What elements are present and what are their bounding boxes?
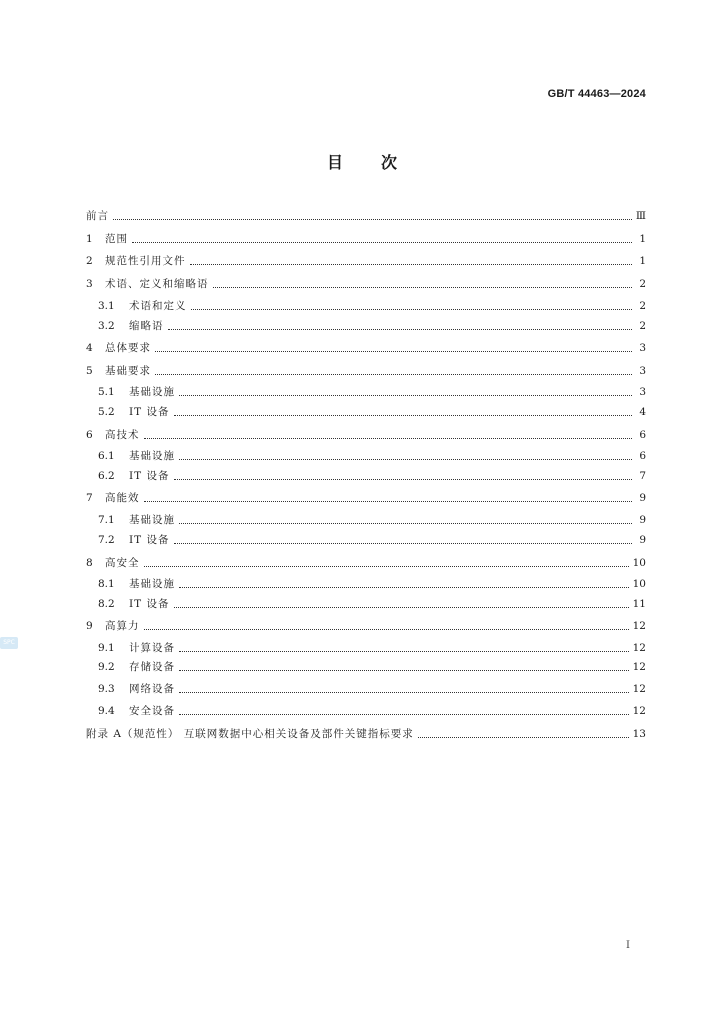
toc-dot-leader: [155, 373, 632, 375]
toc-entry[interactable]: [86, 615, 646, 633]
toc-entry-page: 9: [639, 492, 646, 504]
toc-entry-title: 基础设施: [129, 578, 175, 590]
toc-entry-title: IT 设备: [129, 534, 170, 546]
watermark-logo: SPC: [0, 637, 18, 649]
toc-entry[interactable]: [98, 678, 646, 696]
page-number: I: [626, 940, 630, 951]
toc-entry[interactable]: [86, 250, 646, 268]
toc-dot-leader: [174, 414, 633, 416]
toc-dot-leader: [179, 586, 629, 588]
toc-entry-page: 2: [639, 278, 646, 290]
toc-dot-leader: [144, 628, 629, 630]
toc-entry-page: 7: [639, 470, 646, 482]
toc-entry-page: 12: [632, 705, 646, 717]
toc-entry-number: 3.1: [98, 300, 115, 312]
toc-dot-leader: [155, 350, 632, 352]
toc-dot-leader: [144, 500, 633, 502]
toc-entry-page: 6: [639, 429, 646, 441]
toc-entry[interactable]: [98, 381, 646, 399]
toc-entry-page: 10: [632, 578, 646, 590]
toc-entry-title: IT 设备: [129, 406, 170, 418]
toc-entry-page: 10: [632, 557, 646, 569]
toc-entry-title: 计算设备: [129, 642, 175, 654]
toc-entry[interactable]: [98, 656, 646, 674]
toc-dot-leader: [179, 691, 629, 693]
toc-entry-number: 8: [86, 557, 93, 569]
toc-entry[interactable]: [98, 637, 646, 655]
toc-entry-title: 规范性引用文件: [105, 255, 186, 267]
toc-dot-leader: [168, 328, 633, 330]
toc-dot-leader: [113, 218, 632, 220]
toc-entry-number: 3: [86, 278, 93, 290]
toc-dot-leader: [144, 565, 629, 567]
toc-entry-number: 5.1: [98, 386, 115, 398]
page-title: 目次: [326, 153, 435, 172]
toc-entry-title: IT 设备: [129, 598, 170, 610]
toc-dot-leader: [132, 241, 632, 243]
toc-entry-number: 3.2: [98, 320, 115, 332]
toc-entry-title: 存储设备: [129, 661, 175, 673]
toc-entry[interactable]: [98, 593, 646, 611]
toc-entry-title: 网络设备: [129, 683, 175, 695]
toc-entry-number: 7.1: [98, 514, 115, 526]
toc-dot-leader: [174, 542, 633, 544]
toc-dot-leader: [190, 263, 633, 265]
toc-entry-number: 9.2: [98, 661, 115, 673]
toc-entry-title: 高能效: [105, 492, 140, 504]
toc-entry-page: 1: [639, 233, 646, 245]
toc-entry-number: 5: [86, 365, 93, 377]
toc-entry-number: 7: [86, 492, 93, 504]
toc-dot-leader: [179, 458, 632, 460]
toc-entry[interactable]: [86, 424, 646, 442]
toc-entry[interactable]: [86, 337, 646, 355]
toc-entry-page: Ⅲ: [635, 210, 646, 222]
toc-entry-page: 9: [639, 534, 646, 546]
toc-entry-title: 术语、定义和缩略语: [105, 278, 209, 290]
toc-entry-number: 9: [86, 620, 93, 632]
toc-entry-page: 9: [639, 514, 646, 526]
toc-entry-page: 2: [639, 320, 646, 332]
toc-entry-number: 2: [86, 255, 93, 267]
toc-entry-page: 12: [632, 683, 646, 695]
toc-entry[interactable]: [98, 445, 646, 463]
toc-entry-title: 高技术: [105, 429, 140, 441]
toc-entry-page: 11: [632, 598, 646, 610]
toc-entry-title: 前言: [86, 210, 109, 222]
toc-entry[interactable]: [98, 315, 646, 333]
toc-dot-leader: [213, 286, 633, 288]
toc-entry-page: 3: [639, 386, 646, 398]
toc-entry-title: 高安全: [105, 557, 140, 569]
toc-entry[interactable]: [86, 228, 646, 246]
toc-entry[interactable]: [98, 465, 646, 483]
toc-entry-number: 9.1: [98, 642, 115, 654]
toc-entry-number: 6.1: [98, 450, 115, 462]
toc-entry-page: 12: [632, 620, 646, 632]
toc-entry-number: 1: [86, 233, 93, 245]
toc-dot-leader: [144, 437, 633, 439]
toc-entry[interactable]: [98, 295, 646, 313]
toc-entry-number: 5.2: [98, 406, 115, 418]
toc-entry-title: IT 设备: [129, 470, 170, 482]
toc-entry-number: 8.1: [98, 578, 115, 590]
toc-entry[interactable]: [98, 700, 646, 718]
toc-entry[interactable]: [98, 573, 646, 591]
toc-entry-title: 高算力: [105, 620, 140, 632]
toc-entry-title: 基础要求: [105, 365, 151, 377]
toc-entry-page: 2: [639, 300, 646, 312]
toc-dot-leader: [418, 736, 629, 738]
toc-entry[interactable]: [86, 487, 646, 505]
toc-entry-page: 3: [639, 365, 646, 377]
toc-entry-page: 3: [639, 342, 646, 354]
toc-entry[interactable]: [98, 509, 646, 527]
toc-entry-title: 附录 A（规范性） 互联网数据中心相关设备及部件关键指标要求: [86, 728, 414, 740]
toc-entry-title: 术语和定义: [129, 300, 187, 312]
toc-entry-number: 7.2: [98, 534, 115, 546]
toc-dot-leader: [179, 669, 629, 671]
toc-entry-title: 基础设施: [129, 386, 175, 398]
toc-entry-page: 4: [639, 406, 646, 418]
toc-dot-leader: [174, 478, 633, 480]
toc-entry-page: 6: [639, 450, 646, 462]
toc-dot-leader: [179, 713, 629, 715]
toc-entry-number: 6.2: [98, 470, 115, 482]
toc-dot-leader: [174, 606, 629, 608]
toc-entry[interactable]: [86, 273, 646, 291]
toc-entry-title: 缩略语: [129, 320, 164, 332]
toc-entry-number: 9.4: [98, 705, 115, 717]
toc-entry[interactable]: [86, 552, 646, 570]
toc-dot-leader: [179, 650, 629, 652]
toc-entry-title: 基础设施: [129, 514, 175, 526]
toc-entry[interactable]: [86, 205, 646, 223]
toc-entry-page: 12: [632, 642, 646, 654]
toc-dot-leader: [179, 522, 632, 524]
toc-entry-page: 1: [639, 255, 646, 267]
toc-entry[interactable]: [86, 360, 646, 378]
toc-entry-page: 12: [632, 661, 646, 673]
toc-entry-title: 范围: [105, 233, 128, 245]
toc-entry-title: 总体要求: [105, 342, 151, 354]
toc-entry-number: 6: [86, 429, 93, 441]
toc-entry-title: 安全设备: [129, 705, 175, 717]
toc-entry-number: 9.3: [98, 683, 115, 695]
toc-entry-title: 基础设施: [129, 450, 175, 462]
toc-entry-number: 8.2: [98, 598, 115, 610]
toc-entry[interactable]: [86, 723, 646, 741]
toc-entry[interactable]: [98, 401, 646, 419]
standard-number: GB/T 44463—2024: [547, 88, 646, 100]
toc-dot-leader: [191, 308, 633, 310]
toc-entry-number: 4: [86, 342, 93, 354]
toc-dot-leader: [179, 394, 632, 396]
toc-entry-page: 13: [632, 728, 646, 740]
toc-entry[interactable]: [98, 529, 646, 547]
